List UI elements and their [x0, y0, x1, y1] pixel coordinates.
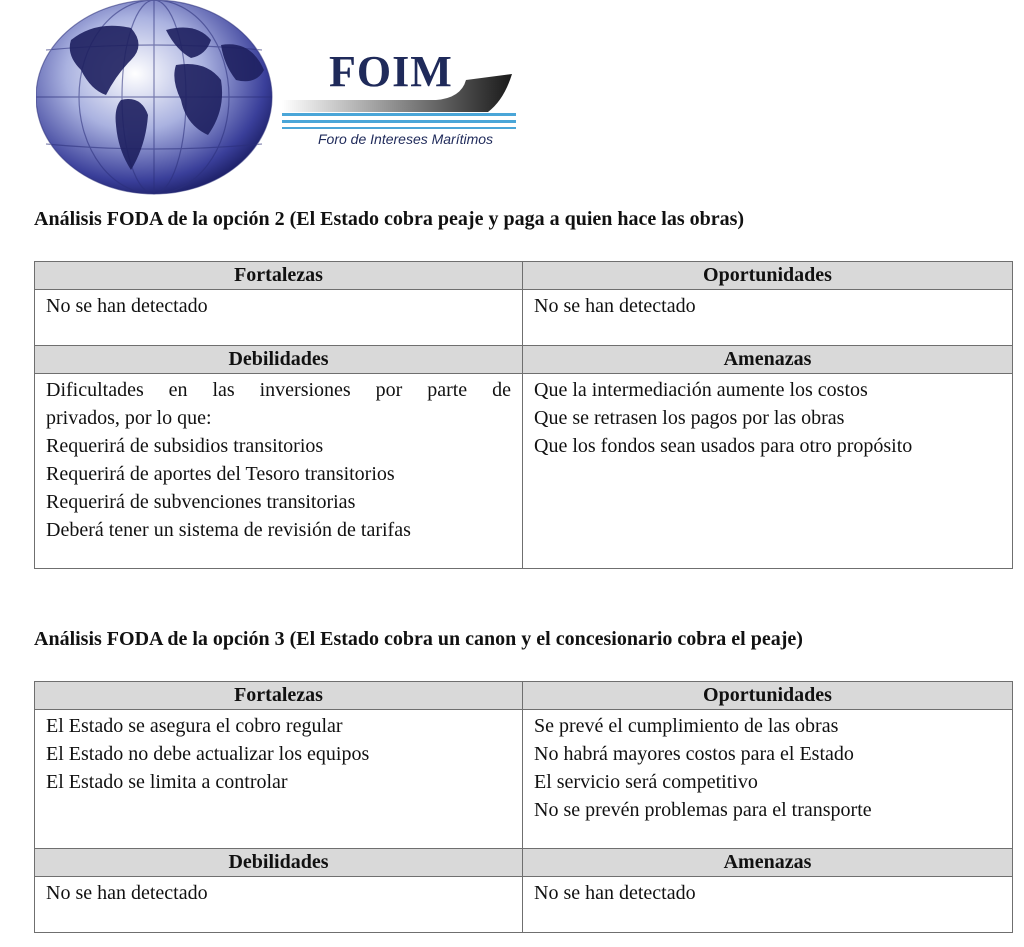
header-oportunidades: Oportunidades: [523, 682, 1013, 710]
logo-subtitle: Foro de Intereses Marítimos: [318, 131, 494, 147]
list-item: Que los fondos sean usados para otro propósito: [534, 435, 913, 457]
list-item: No se han detectado: [46, 882, 208, 904]
list-item: No habrá mayores costos para el Estado: [534, 743, 854, 765]
cell-fortalezas: [35, 710, 523, 849]
list-item: No se prevén problemas para el transporte: [534, 799, 872, 821]
list-item: El Estado no debe actualizar los equipos: [46, 743, 370, 765]
header-fortalezas: Fortalezas: [35, 262, 523, 290]
list-item: privados, por lo que:: [46, 407, 212, 429]
section-title-option-2: Análisis FODA de la opción 2 (El Estado cobra peaje y paga a quien hace las obras): [34, 208, 745, 230]
list-item: Requerirá de aportes del Tesoro transitorios: [46, 463, 395, 485]
foda-table-option-3: [34, 681, 1013, 933]
logo-wordmark: FOIM: [329, 47, 453, 96]
list-item: Que la intermediación aumente los costos: [534, 379, 868, 401]
list-item: El Estado se asegura el cobro regular: [46, 715, 343, 737]
cell-debilidades: [35, 877, 523, 933]
list-item: Requerirá de subvenciones transitorias: [46, 491, 356, 513]
cell-fortalezas: [35, 290, 523, 346]
foda-table-option-2: [34, 261, 1013, 569]
cell-debilidades: [35, 374, 523, 569]
list-item: El servicio será competitivo: [534, 771, 758, 793]
list-item: Se prevé el cumplimiento de las obras: [534, 715, 839, 737]
list-item: Requerirá de subsidios transitorios: [46, 435, 324, 457]
list-item: No se han detectado: [534, 295, 696, 317]
list-item: Deberá tener un sistema de revisión de tarifas: [46, 519, 411, 541]
cell-amenazas: [523, 374, 1013, 569]
section-title-option-3: Análisis FODA de la opción 3 (El Estado cobra un canon y el concesionario cobra el peaje): [34, 628, 803, 650]
list-item: Que se retrasen los pagos por las obras: [534, 407, 845, 429]
globe-icon: [36, 0, 536, 200]
cell-oportunidades: [523, 290, 1013, 346]
header-oportunidades: Oportunidades: [523, 262, 1013, 290]
cell-amenazas: [523, 877, 1013, 933]
header-amenazas: Amenazas: [523, 849, 1013, 877]
foim-logo: [36, 0, 536, 200]
header-debilidades: Debilidades: [35, 849, 523, 877]
list-item: No se han detectado: [534, 882, 696, 904]
cell-oportunidades: [523, 710, 1013, 849]
list-item: Dificultades en las inversiones por parte de: [46, 379, 511, 401]
list-item: El Estado se limita a controlar: [46, 771, 288, 793]
header-fortalezas: Fortalezas: [35, 682, 523, 710]
list-item: No se han detectado: [46, 295, 208, 317]
header-debilidades: Debilidades: [35, 346, 523, 374]
header-amenazas: Amenazas: [523, 346, 1013, 374]
